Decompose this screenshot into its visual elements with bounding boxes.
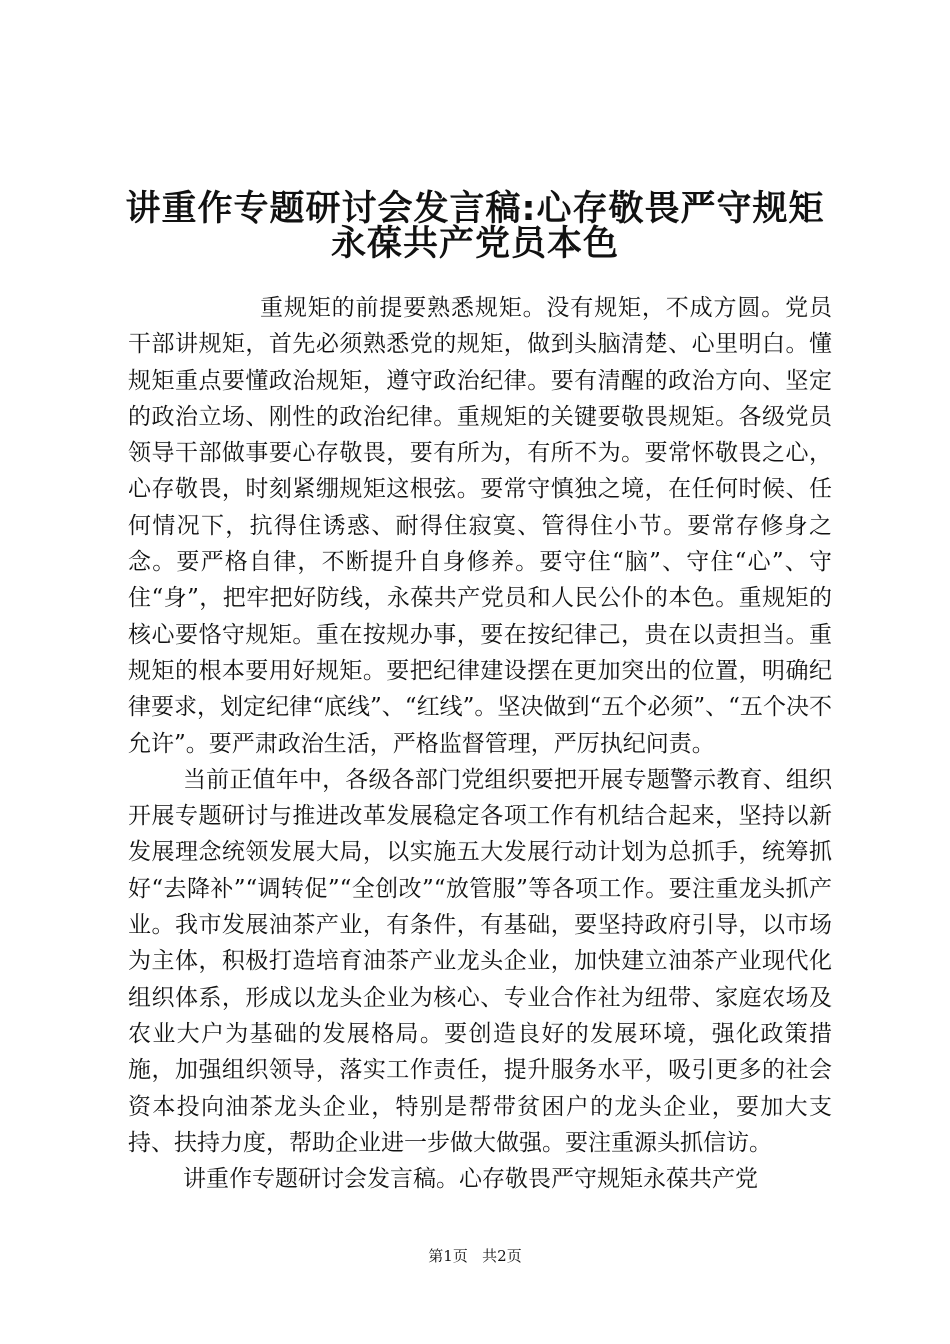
page-gap: [473, 1246, 478, 1266]
page-total: 共2页: [482, 1247, 522, 1265]
paragraph-3: 讲重作专题研讨会发言稿。心存敬畏严守规矩永葆共产党: [183, 1166, 758, 1193]
paragraph-2: 当前正值年中，各级各部门党组织要把开展专题警示教育、组织开展专题研讨与推进改革发展稳定各项工作有机结合起来，坚持以新发展理念统领发展大局，以实施五大发展行动计划为总抓手，统筹抓好“去降补”“调转促”“全创改”“放管服”等各项工作。要注重龙头抓产业。我市发展油茶产业，有条件，有基础，要坚持政府引导，以市场为主体，积极打造培育油茶产业龙头企业，加快建立油茶产业现代化组织体系，形成以龙头企业为核心、专业合作社为纽带、家庭农场及农业大户为基础的发展格局。要创造良好的发展环境，强化政策措施，加强组织领导，落实工作责任，提升服务水平，吸引更多的社会资本投向油茶龙头企业，特别是帮带贫困户的龙头企业，要加大支持、扶持力度，帮助企业进一步做大做强。要注重源头抓信访。: [128, 766, 832, 1156]
document-title-line-1: 讲重作专题研讨会发言稿:心存敬畏严守规矩: [125, 189, 825, 229]
page-number: 第1页: [428, 1247, 468, 1265]
document-title-line-2: 永葆共产党员本色: [330, 224, 619, 264]
paragraph-1: 重规矩的前提要熟悉规矩。没有规矩，不成方圆。党员干部讲规矩，首先必须熟悉党的规矩，做到头脑清楚、心里明白。懂规矩重点要懂政治规矩，遵守政治纪律。要有清醒的政治方向、坚定的政治立场、刚性的政治纪律。重规矩的关键要敬畏规矩。各级党员领导干部做事要心存敬畏，要有所为，有所不为。要常怀敬畏之心，心存敬畏，时刻紧绷规矩这根弦。要常守慎独之境，在任何时候、任何情况下，抗得住诱惑、耐得住寂寞、管得住小节。要常存修身之念。要严格自律，不断提升自身修养。要守住“脑”、守住“心”、守住“身”，把牢把好防线，永葆共产党员和人民公仆的本色。重规矩的核心要恪守规矩。重在按规办事，要在按纪律己，贵在以责担当。重规矩的根本要用好规矩。要把纪律建设摆在更加突出的位置，明确纪律要求，划定纪律“底线”、“红线”。坚决做到“五个必须”、“五个决不允许”。要严肃政治生活，严格监督管理，严厉执纪问责。: [128, 295, 832, 757]
page-footer: [0, 1246, 950, 1266]
document-body: [128, 290, 832, 1197]
